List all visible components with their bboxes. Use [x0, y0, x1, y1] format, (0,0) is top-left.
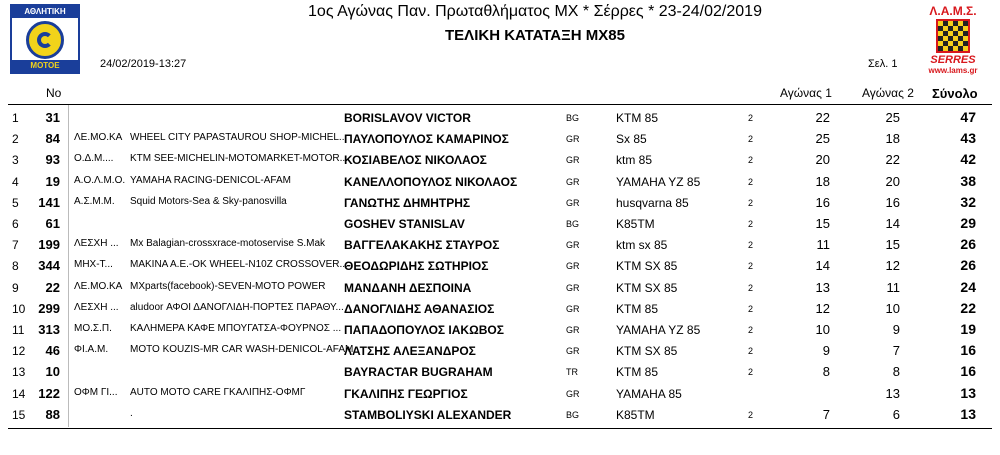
rider-number: 46	[45, 343, 60, 359]
table-bottom-divider	[8, 428, 992, 429]
total-points: 24	[960, 278, 976, 295]
rider-team: Squid Motors-Sea & Sky-panosvilla	[130, 195, 287, 207]
rider-name: BAYRACTAR BUGRAHAM	[344, 365, 493, 380]
table-row	[0, 172, 1000, 192]
rider-motorcycle: ktm 85	[616, 153, 653, 168]
race2-points: 10	[885, 300, 900, 316]
rider-club: ΜΟ.Σ.Π.	[74, 323, 112, 334]
club-logo-title: Λ.Α.Μ.Σ.	[929, 4, 977, 18]
print-datetime: 24/02/2019-13:27	[100, 58, 187, 70]
rider-motorcycle: YAMAHA 85	[616, 386, 682, 401]
rider-motorcycle: husqvarna 85	[616, 195, 689, 210]
table-row	[0, 384, 1000, 404]
rider-nationality: TR	[566, 367, 578, 378]
races-count: 2	[748, 113, 754, 123]
race2-points: 25	[885, 110, 900, 125]
race1-points: 9	[822, 343, 830, 359]
races-count: 2	[748, 219, 754, 229]
rider-number: 22	[45, 279, 60, 295]
rider-team: Mx Balagian-crossxrace-motoservise S.Mak	[130, 238, 326, 250]
rider-number: 122	[38, 385, 60, 401]
rider-name: ΚΟΣΙΑΒΕΛΟΣ ΝΙΚΟΛΑΟΣ	[344, 153, 487, 168]
result-position: 1	[12, 111, 19, 125]
rider-motorcycle: K85TM	[616, 407, 655, 422]
race1-points: 15	[815, 216, 830, 231]
column-header-race1: Αγώνας 1	[780, 86, 832, 100]
table-row	[0, 405, 1000, 425]
race1-points: 20	[815, 152, 830, 168]
rider-club: Α.Ο.Λ.Μ.Ο.	[74, 174, 126, 186]
rider-name: ΜΑΝΔΑΝΗ ΔΕΣΠΟΙΝΑ	[344, 280, 472, 295]
rider-motorcycle: KTM 85	[616, 301, 659, 316]
event-title: 1ος Αγώνας Παν. Πρωταθλήματος MX * Σέρρες * 23-24/02/2019	[308, 3, 762, 20]
rider-team: KTM SEE-MICHELIN-MOTOMARKET-MOTOR...	[130, 153, 348, 165]
race1-points: 18	[815, 173, 830, 189]
race2-points: 15	[885, 237, 900, 253]
rider-name: BORISLAVOV VICTOR	[344, 111, 471, 125]
table-row	[0, 193, 1000, 213]
result-position: 13	[12, 365, 26, 380]
total-points: 13	[960, 384, 976, 401]
rider-number: 61	[45, 216, 60, 231]
races-count: 2	[748, 282, 754, 293]
total-points: 16	[960, 363, 976, 380]
races-count: 2	[748, 409, 754, 420]
rider-motorcycle: KTM 85	[616, 365, 659, 380]
rider-club: ΜΗΧ-Τ...	[74, 259, 113, 271]
race2-points: 9	[892, 322, 900, 337]
total-points: 19	[960, 321, 976, 337]
rider-motorcycle: Sx 85	[616, 132, 647, 147]
results-title: ΤΕΛΙΚΗ ΚΑΤΑΤΑΞΗ MX85	[445, 27, 625, 44]
races-count: 2	[748, 346, 754, 357]
rider-team: MXparts(facebook)-SEVEN-MOTO POWER	[130, 280, 326, 292]
rider-nationality: GR	[566, 240, 580, 251]
rider-nationality: GR	[566, 134, 580, 145]
total-points: 13	[960, 405, 976, 422]
total-points: 26	[960, 257, 976, 274]
race1-points: 10	[815, 322, 830, 337]
race2-points: 16	[885, 194, 900, 210]
race2-points: 8	[892, 364, 900, 380]
rider-team: ΚΑΛΗΜΕΡΑ ΚΑΦΕ ΜΠΟΥΓΑΤΣΑ-ΦΟΥΡΝΟΣ ...	[130, 323, 342, 334]
race1-points: 16	[815, 194, 830, 210]
rider-nationality: BG	[566, 409, 580, 420]
rider-motorcycle: KTM SX 85	[616, 280, 678, 295]
table-row	[0, 150, 1000, 170]
total-points: 32	[960, 193, 976, 210]
table-row	[0, 214, 1000, 234]
table-row	[0, 129, 1000, 149]
rider-club: ΛΕ.ΜΟ.ΚΑ	[74, 280, 123, 292]
race2-points: 20	[885, 173, 900, 189]
rider-name: ΓΚΑΛΙΠΗΣ ΓΕΩΡΓΙΟΣ	[344, 386, 468, 401]
total-points: 29	[960, 215, 976, 231]
table-row	[0, 235, 1000, 255]
table-row	[0, 256, 1000, 276]
race2-points: 18	[885, 131, 900, 147]
total-points: 16	[960, 342, 976, 359]
rider-number: 313	[38, 322, 60, 337]
rider-number: 31	[45, 110, 60, 125]
rider-name: ΚΑΝΕΛΛΟΠΟΥΛΟΣ ΝΙΚΟΛΑΟΣ	[344, 174, 518, 189]
race2-points: 7	[892, 343, 900, 359]
table-row	[0, 278, 1000, 298]
race2-points: 13	[885, 385, 900, 401]
table-row	[0, 108, 1000, 128]
column-header-total: Σύνολο	[932, 86, 978, 101]
rider-name: STAMBOLIYSKI ALEXANDER	[344, 407, 512, 422]
logo-left-bottom-text: ΜΟΤΟΕ	[12, 60, 78, 72]
rider-nationality: GR	[566, 282, 580, 293]
table-row	[0, 362, 1000, 382]
race2-points: 12	[885, 258, 900, 274]
total-points: 43	[960, 130, 976, 147]
rider-club: ΛΕΣΧΗ ...	[74, 301, 119, 313]
rider-motorcycle: KTM SX 85	[616, 344, 678, 359]
rider-number: 141	[38, 194, 60, 210]
result-position: 5	[12, 195, 19, 210]
header-divider	[8, 104, 992, 105]
rider-nationality: GR	[566, 303, 580, 314]
race1-points: 7	[822, 406, 830, 422]
result-position: 7	[12, 238, 19, 253]
races-count: 2	[748, 367, 754, 378]
club-logo-website: www.lams.gr	[928, 66, 978, 75]
rider-team: MOTO KOUZIS-MR CAR WASH-DENICOL-AFAM	[130, 344, 354, 356]
race1-points: 8	[822, 364, 830, 380]
logo-emblem-icon	[26, 21, 64, 59]
rider-nationality: GR	[566, 155, 580, 166]
rider-team: WHEEL CITY PAPASTAUROU SHOP-MICHEL...	[130, 132, 348, 144]
rider-name: ΔΑΝΟΓΛΙΔΗΣ ΑΘΑΝΑΣΙΟΣ	[344, 301, 495, 316]
rider-name: ΓΑΝΩΤΗΣ ΔΗΜΗΤΡΗΣ	[344, 195, 471, 210]
rider-motorcycle: K85TM	[616, 217, 655, 231]
result-position: 3	[12, 153, 19, 168]
rider-team: YAMAHA RACING-DENICOL-AFAM	[130, 174, 291, 186]
rider-motorcycle: KTM SX 85	[616, 259, 678, 274]
race1-points: 25	[815, 131, 830, 147]
club-logo-name: SERRES	[930, 54, 976, 66]
race1-points: 14	[815, 258, 830, 274]
table-row	[0, 299, 1000, 319]
races-count: 2	[748, 261, 754, 272]
rider-number: 199	[38, 237, 60, 253]
table-row	[0, 320, 1000, 340]
result-position: 4	[12, 174, 19, 189]
race2-points: 14	[885, 216, 900, 231]
rider-team: MAKINA A.E.-OK WHEEL-N10Z CROSSOVER...	[130, 259, 348, 271]
rider-motorcycle: YAMAHA YZ 85	[616, 323, 701, 337]
rider-nationality: GR	[566, 261, 580, 272]
rider-motorcycle: YAMAHA YZ 85	[616, 174, 701, 189]
rider-motorcycle: ktm sx 85	[616, 238, 668, 253]
rider-team: .	[130, 407, 133, 419]
checkered-flag-icon	[936, 19, 970, 53]
rider-name: ΒΑΓΓΕΛΑΚΑΚΗΣ ΣΤΑΥΡΟΣ	[344, 238, 500, 253]
rider-number: 344	[38, 258, 60, 274]
rider-club: Ο.Δ.Μ....	[74, 153, 114, 165]
rider-team: aludoor ΑΦΟΙ ΔΑΝΟΓΛΙΔΗ-ΠΟΡΤΕΣ ΠΑΡΑΘΥ...	[130, 301, 344, 313]
result-position: 14	[12, 386, 26, 401]
races-count: 2	[748, 303, 754, 314]
rider-nationality: BG	[566, 113, 580, 123]
rider-nationality: GR	[566, 176, 580, 187]
race1-points: 11	[816, 237, 830, 253]
column-header-race2: Αγώνας 2	[862, 86, 914, 100]
total-points: 47	[960, 109, 976, 125]
rider-nationality: GR	[566, 388, 580, 399]
club-logo	[914, 4, 992, 76]
races-count: 2	[748, 325, 754, 335]
rider-number: 93	[45, 152, 60, 168]
rider-name: GOSHEV STANISLAV	[344, 217, 465, 231]
logo-left-top-text: ΑΘΛΗΤΙΚΗ	[12, 6, 78, 18]
races-count: 2	[748, 155, 754, 166]
race1-points: 12	[815, 300, 830, 316]
rider-nationality: GR	[566, 346, 580, 357]
rider-name: ΠΑΥΛΟΠΟΥΛΟΣ ΚΑΜΑΡΙΝΟΣ	[344, 132, 509, 147]
total-points: 22	[960, 299, 976, 316]
rider-nationality: GR	[566, 325, 580, 335]
rider-name: ΠΑΠΑΔΟΠΟΥΛΟΣ ΙΑΚΩΒΟΣ	[344, 323, 504, 337]
result-position: 6	[12, 217, 19, 231]
rider-nationality: GR	[566, 197, 580, 208]
rider-club: ΟΦΜ ΓΙ...	[74, 386, 118, 398]
result-position: 15	[12, 407, 26, 422]
rider-motorcycle: KTM 85	[616, 111, 659, 125]
rider-nationality: BG	[566, 219, 580, 229]
rider-number: 299	[38, 300, 60, 316]
rider-club: ΛΕΣΧΗ ...	[74, 238, 119, 250]
rider-name: ΘΕΟΔΩΡΙΔΗΣ ΣΩΤΗΡΙΟΣ	[344, 259, 489, 274]
race1-points: 13	[815, 279, 830, 295]
race1-points: 22	[815, 110, 830, 125]
result-position: 9	[12, 280, 19, 295]
result-position: 12	[12, 344, 26, 359]
rider-number: 88	[45, 406, 60, 422]
federation-logo	[10, 4, 80, 74]
rider-number: 10	[45, 364, 60, 380]
rider-club: Α.Σ.Μ.Μ.	[74, 195, 115, 207]
rider-name: ΛΑΤΣΗΣ ΑΛΕΞΑΝΔΡΟΣ	[344, 344, 476, 359]
races-count: 2	[748, 134, 754, 145]
races-count: 2	[748, 176, 754, 187]
race2-points: 11	[886, 279, 900, 295]
page-number: Σελ. 1	[868, 58, 898, 70]
rider-number: 19	[45, 173, 60, 189]
rider-club: ΛΕ.ΜΟ.ΚΑ	[74, 132, 123, 144]
rider-team: AUTO MOTO CARE ΓΚΑΛΙΠΗΣ-ΟΦΜΓ	[130, 386, 306, 398]
table-row	[0, 341, 1000, 361]
total-points: 38	[960, 172, 976, 189]
rider-club: ΦΙ.Α.Μ.	[74, 344, 109, 356]
column-header-no: No	[46, 86, 62, 100]
total-points: 42	[960, 151, 976, 168]
race2-points: 6	[892, 406, 900, 422]
result-position: 11	[12, 323, 25, 337]
races-count: 2	[748, 240, 754, 251]
races-count: 2	[748, 197, 754, 208]
result-position: 8	[12, 259, 19, 274]
result-position: 2	[12, 132, 19, 147]
total-points: 26	[960, 236, 976, 253]
race2-points: 22	[885, 152, 900, 168]
rider-number: 84	[45, 131, 60, 147]
result-position: 10	[12, 301, 26, 316]
